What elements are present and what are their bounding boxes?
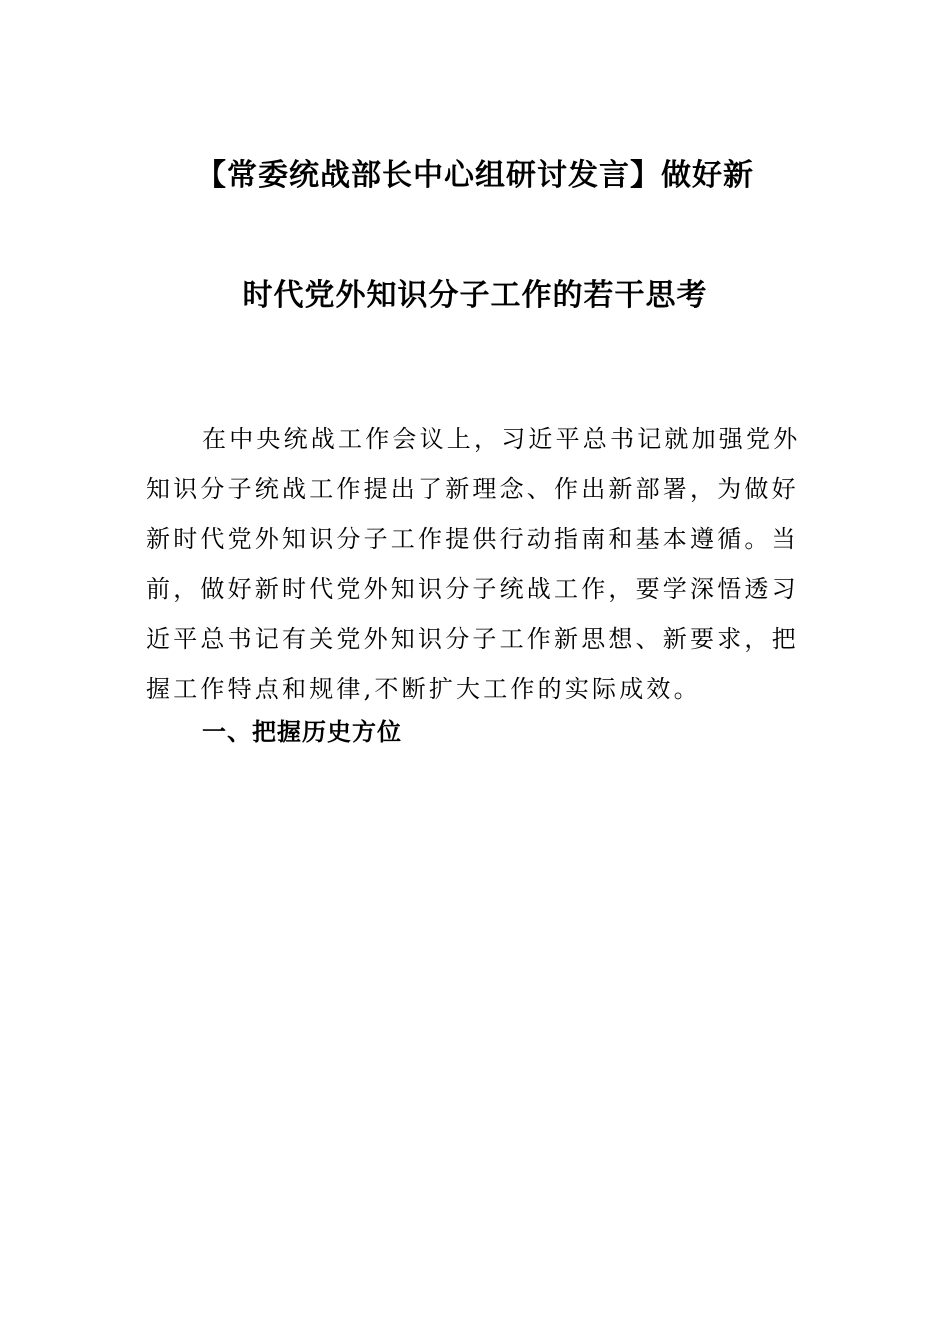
paragraph-line-6: 握工作特点和规律,不断扩大工作的实际成效。 bbox=[146, 675, 701, 703]
paragraph-line-3: 新时代党外知识分子工作提供行动指南和基本遵循。当 bbox=[146, 525, 799, 553]
document-title-line-1: 【常委统战部长中心组研讨发言】做好新 bbox=[196, 158, 754, 193]
document-title-line-2: 时代党外知识分子工作的若干思考 bbox=[242, 278, 708, 313]
paragraph-line-2: 知识分子统战工作提出了新理念、作出新部署，为做好 bbox=[146, 475, 799, 503]
paragraph-line-4: 前，做好新时代党外知识分子统战工作，要学深悟透习 bbox=[146, 575, 799, 603]
intro-paragraph bbox=[146, 414, 806, 714]
section-heading: 一、把握历史方位 bbox=[202, 718, 402, 746]
paragraph-line-5: 近平总书记有关党外知识分子工作新思想、新要求，把 bbox=[146, 625, 799, 653]
paragraph-line-1: 在中央统战工作会议上，习近平总书记就加强党外 bbox=[202, 425, 801, 453]
